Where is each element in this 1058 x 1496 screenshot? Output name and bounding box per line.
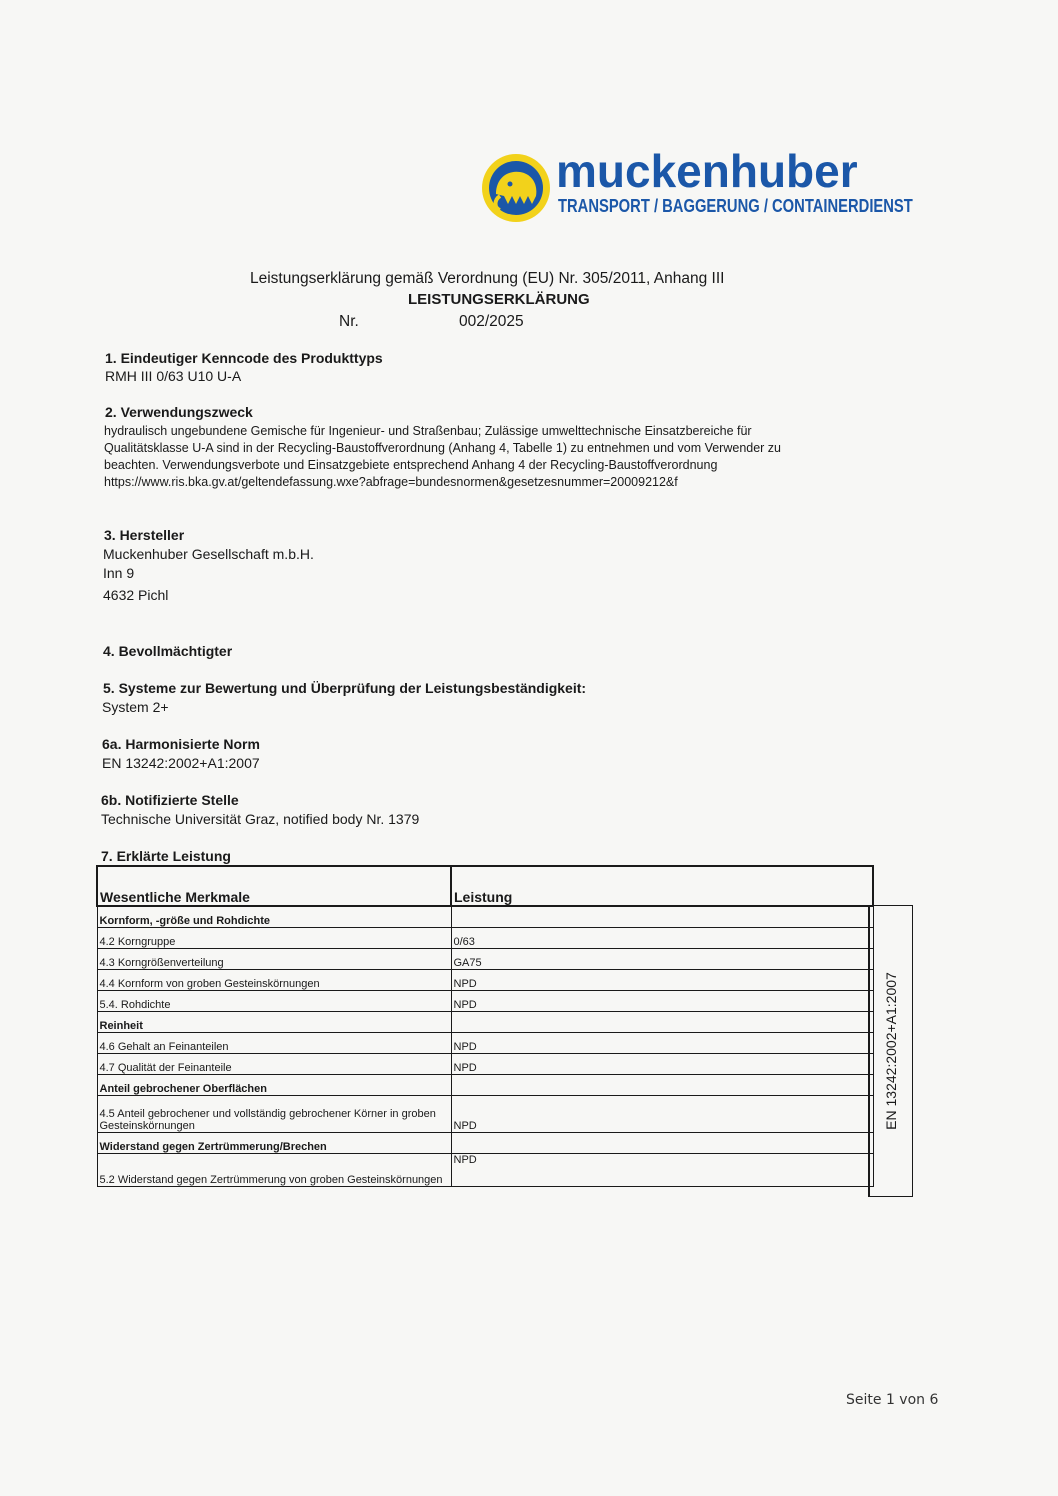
table-group-row [97,1011,873,1032]
performance-cell: NPD [451,1095,873,1132]
table-row [97,1153,873,1186]
performance-cell: NPD [451,1153,873,1186]
performance-cell: NPD [451,990,873,1011]
intended-use-line: hydraulisch ungebundene Gemische für Ingenieur- und Straßenbau; Zulässige umwelttechnische Einsatzbereiche für [104,424,752,438]
norm-reference-box [868,905,913,1197]
table-group-row [97,1074,873,1095]
header-characteristics: Wesentliche Merkmale [97,866,451,906]
intended-use-line: beachten. Verwendungsverbote und Einsatzgebiete entsprechend Anhang 4 der Recycling-Baustoffverordnung [104,458,718,472]
characteristic-cell: Anteil gebrochener Oberflächen [97,1074,451,1095]
page-number: Seite 1 von 6 [846,1392,939,1408]
performance-cell: NPD [451,969,873,990]
table-row [97,990,873,1011]
table-group-row [97,1132,873,1153]
characteristic-cell: 4.4 Kornform von groben Gesteinskörnungen [97,969,451,990]
header-performance: Leistung [451,866,873,906]
table-row [97,927,873,948]
section-5-heading: 5. Systeme zur Bewertung und Überprüfung der Leistungsbeständigkeit: [103,680,587,696]
notified-body: Technische Universität Graz, notified body Nr. 1379 [101,811,420,827]
table-row [97,1095,873,1132]
table-row [97,1053,873,1074]
document-title: LEISTUNGSERKLÄRUNG [408,291,590,308]
table-group-row [97,906,873,927]
declaration-number: 002/2025 [459,313,524,330]
declaration-regulation-line: Leistungserklärung gemäß Verordnung (EU) Nr. 305/2011, Anhang III [250,270,725,287]
performance-cell [451,906,873,927]
section-1-heading: 1. Eindeutiger Kenncode des Produkttyps [105,350,383,366]
section-2-heading: 2. Verwendungszweck [105,404,253,420]
section-6b-heading: 6b. Notifizierte Stelle [101,792,239,808]
assessment-system: System 2+ [102,699,169,715]
characteristic-cell: 4.7 Qualität der Feinanteile [97,1053,451,1074]
table-row [97,969,873,990]
product-type-code: RMH III 0/63 U10 U-A [105,368,242,384]
section-4-heading: 4. Bevollmächtigter [103,643,233,659]
characteristic-cell: 5.4. Rohdichte [97,990,451,1011]
characteristic-cell: 5.2 Widerstand gegen Zertrümmerung von groben Gesteinskörnungen [97,1153,451,1186]
logo-wordmark: muckenhuber [556,145,858,197]
section-3-heading: 3. Hersteller [104,527,185,543]
table-header-row [97,866,873,906]
declared-performance-table [96,865,874,1187]
norm-reference-vertical: EN 13242:2002+A1:2007 [883,972,899,1130]
performance-cell: NPD [451,1032,873,1053]
performance-cell [451,1132,873,1153]
characteristic-cell: Widerstand gegen Zertrümmerung/Brechen [97,1132,451,1153]
number-label: Nr. [339,313,359,330]
mammoth-logo-icon [480,152,552,224]
characteristic-cell: 4.6 Gehalt an Feinanteilen [97,1032,451,1053]
performance-cell [451,1011,873,1032]
harmonised-standard: EN 13242:2002+A1:2007 [102,755,260,771]
logo-subline: TRANSPORT / BAGGERUNG / CONTAINERDIENST [558,196,913,216]
characteristic-cell: 4.5 Anteil gebrochener und vollständig gebrochener Körner in groben Gesteinskörnungen [97,1095,451,1132]
intended-use-text [104,423,904,491]
regulation-link[interactable]: https://www.ris.bka.gv.at/geltendefassung.wxe?abfrage=bundesnormen&gesetzesnummer=20009212&f [104,475,678,489]
company-logo [480,145,913,226]
characteristic-cell: 4.2 Korngruppe [97,927,451,948]
table-row [97,1032,873,1053]
intended-use-line: Qualitätsklasse U-A sind in der Recycling-Baustoffverordnung (Anhang 4, Tabelle 1) zu entnehmen und vom Verwender zu [104,441,782,455]
manufacturer-name: Muckenhuber Gesellschaft m.b.H. [103,546,314,562]
performance-cell: GA75 [451,948,873,969]
manufacturer-city: 4632 Pichl [103,587,169,603]
table-row [97,948,873,969]
characteristic-cell: 4.3 Korngrößenverteilung [97,948,451,969]
section-6a-heading: 6a. Harmonisierte Norm [102,736,260,752]
performance-cell: NPD [451,1053,873,1074]
section-7-heading: 7. Erklärte Leistung [101,848,231,864]
performance-cell: 0/63 [451,927,873,948]
performance-cell [451,1074,873,1095]
characteristic-cell: Reinheit [97,1011,451,1032]
characteristic-cell: Kornform, -größe und Rohdichte [97,906,451,927]
manufacturer-street: Inn 9 [103,565,135,581]
